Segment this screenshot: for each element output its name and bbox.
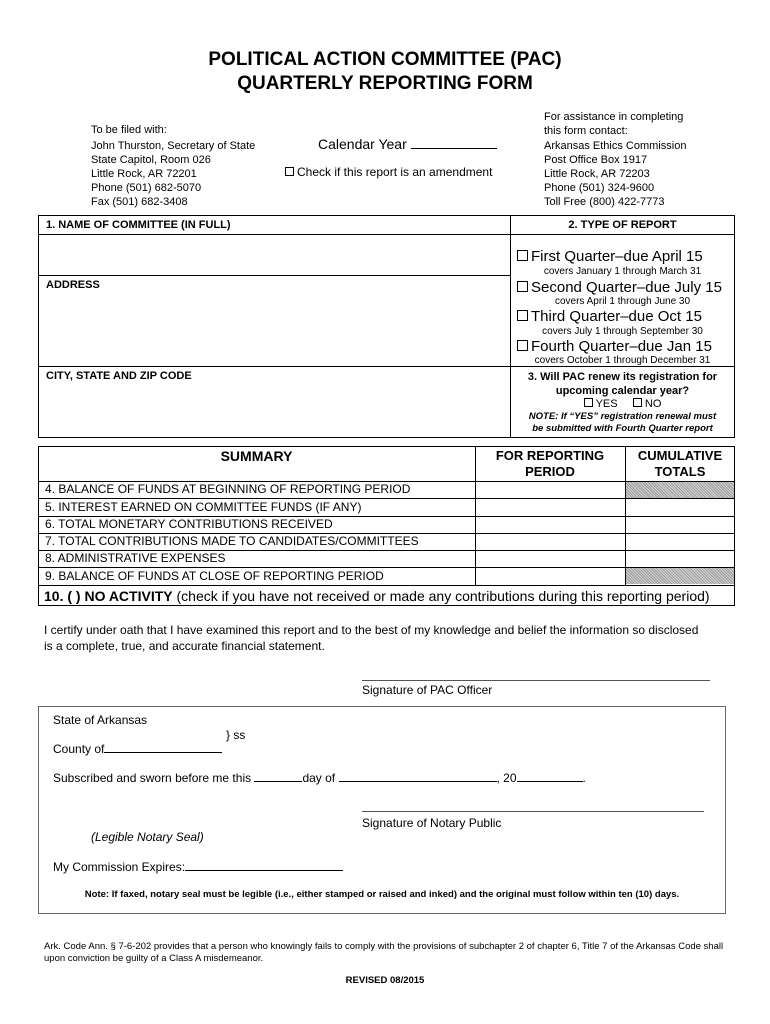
assistance-line: Toll Free (800) 422-7773 xyxy=(544,196,665,208)
summary-row: 7. TOTAL CONTRIBUTIONS MADE TO CANDIDATES/COMMITTEES xyxy=(45,534,419,548)
filed-with-line: Phone (501) 682-5070 xyxy=(91,182,202,194)
renewal-no-label: NO xyxy=(644,398,662,410)
quarter-covers: covers January 1 through March 31 xyxy=(543,266,702,277)
column-header-reporting-period xyxy=(475,448,625,480)
notary-seal-label: (Legible Notary Seal) xyxy=(91,830,204,844)
quarter-covers: covers July 1 through September 30 xyxy=(542,326,703,337)
officer-signature-label: Signature of PAC Officer xyxy=(362,683,493,697)
renewal-note-line: be submitted with Fourth Quarter report xyxy=(532,423,713,434)
quarter-title: Second Quarter–due July 15 xyxy=(531,279,722,296)
quarter-checkbox-fourth[interactable] xyxy=(517,340,528,351)
address-label: ADDRESS xyxy=(46,279,100,291)
quarter-title: Third Quarter–due Oct 15 xyxy=(531,308,702,325)
fax-note: Note: If faxed, notary seal must be legible (i.e., either stamped or raised and inked) and the original must follow within ten (10) days. xyxy=(84,889,680,900)
committee-name-label: 1. NAME OF COMMITTEE (IN FULL) xyxy=(46,219,231,231)
quarter-title: First Quarter–due April 15 xyxy=(531,248,703,265)
filed-with-line: State Capitol, Room 026 xyxy=(91,154,211,166)
notary-ss: } ss xyxy=(226,728,246,742)
quarter-option-second xyxy=(517,279,722,296)
assistance-line: Phone (501) 324-9600 xyxy=(544,182,655,194)
renewal-yes-checkbox[interactable] xyxy=(584,398,593,407)
assistance-line: Post Office Box 1917 xyxy=(544,154,648,166)
filed-with-line: Little Rock, AR 72201 xyxy=(91,168,197,180)
renewal-yes-label: YES xyxy=(595,398,618,410)
no-activity-text: (check if you have not received or made any contributions during this reporting period) xyxy=(172,588,710,604)
amendment-checkbox[interactable] xyxy=(285,167,294,176)
county-label: County of xyxy=(53,742,105,756)
assistance-intro-line: For assistance in completing xyxy=(544,111,684,123)
assistance-intro-line: this form contact: xyxy=(544,125,628,137)
day-field[interactable] xyxy=(254,770,302,782)
quarter-covers: covers April 1 through June 30 xyxy=(554,296,691,307)
calendar-year-field[interactable] xyxy=(411,136,497,149)
quarter-covers: covers October 1 through December 31 xyxy=(534,355,711,366)
form-title-line2: QUARTERLY REPORTING FORM xyxy=(237,73,533,94)
summary-row: 6. TOTAL MONETARY CONTRIBUTIONS RECEIVED xyxy=(45,517,333,531)
quarter-option-first xyxy=(517,248,703,265)
statute-note: Ark. Code Ann. § 7-6-202 provides that a person who knowingly fails to comply with the provisions of subchapter 2 of chapter 6, Title 7 of the Arkansas Code shall upon conviction be guilty of a Class A misdemeanor. xyxy=(44,941,724,964)
assistance-intro xyxy=(544,110,683,138)
notary-box xyxy=(38,706,726,914)
renewal-question-line: upcoming calendar year? xyxy=(555,385,690,397)
summary-row: 8. ADMINISTRATIVE EXPENSES xyxy=(45,551,226,565)
column-header-line: FOR REPORTING xyxy=(495,448,605,463)
summary-title: SUMMARY xyxy=(220,448,293,464)
notary-signature-line[interactable] xyxy=(362,811,704,812)
column-header-cumulative-totals xyxy=(625,448,735,480)
renewal-options xyxy=(510,397,735,411)
type-of-report-label: 2. TYPE OF REPORT xyxy=(568,219,677,231)
calendar-year-label: Calendar Year xyxy=(318,136,407,152)
year-field[interactable] xyxy=(517,770,583,782)
renewal-question-line: 3. Will PAC renew its registration for xyxy=(527,371,718,383)
amendment-label: Check if this report is an amendment xyxy=(297,165,493,179)
assistance-line: Little Rock, AR 72203 xyxy=(544,168,650,180)
column-header-line: PERIOD xyxy=(525,464,575,479)
quarter-option-fourth xyxy=(517,338,712,355)
renewal-note xyxy=(510,411,735,435)
divider xyxy=(38,585,735,586)
filed-with-line: John Thurston, Secretary of State xyxy=(91,140,256,152)
notary-county xyxy=(53,741,222,757)
quarter-checkbox-third[interactable] xyxy=(517,310,528,321)
summary-row: 9. BALANCE OF FUNDS AT CLOSE OF REPORTING PERIOD xyxy=(45,569,384,583)
quarter-title: Fourth Quarter–due Jan 15 xyxy=(531,338,712,355)
no-activity-label: 10. ( ) NO ACTIVITY xyxy=(44,588,173,604)
summary-row: 5. INTEREST EARNED ON COMMITTEE FUNDS (IF ANY) xyxy=(45,500,362,514)
no-activity-row[interactable] xyxy=(44,587,734,605)
notary-signature-label: Signature of Notary Public xyxy=(362,816,502,830)
divider xyxy=(38,275,510,276)
filed-with-label: To be filed with: xyxy=(91,124,167,136)
day-of-label: day of xyxy=(302,771,336,785)
notary-state: State of Arkansas xyxy=(53,713,148,727)
commission-label: My Commission Expires: xyxy=(53,860,186,874)
period-value-field[interactable] xyxy=(477,517,624,532)
calendar-year xyxy=(318,136,497,153)
renewal-note-line: NOTE: If “YES” registration renewal must xyxy=(528,411,717,422)
period-value-field[interactable] xyxy=(477,499,624,515)
city-state-zip-label: CITY, STATE AND ZIP CODE xyxy=(46,370,192,382)
notary-subscribed: Subscribed and sworn before me this day of , 20 . xyxy=(53,771,586,785)
year-prefix: , 20 xyxy=(496,771,517,785)
filed-with-line: Fax (501) 682-3408 xyxy=(91,196,188,208)
amendment-checkbox-row xyxy=(285,165,492,180)
column-header-line: TOTALS xyxy=(654,464,706,479)
assistance-contact xyxy=(544,139,686,209)
address-field[interactable] xyxy=(40,293,508,364)
renewal-no-checkbox[interactable] xyxy=(633,398,642,407)
subscribed-label: Subscribed and sworn before me this xyxy=(53,771,252,785)
city-state-zip-field[interactable] xyxy=(40,384,508,436)
quarter-option-third xyxy=(517,308,702,325)
commission-field[interactable] xyxy=(185,859,343,871)
assistance-line: Arkansas Ethics Commission xyxy=(544,140,687,152)
committee-name-field[interactable] xyxy=(40,236,508,274)
revised-date: REVISED 08/2015 xyxy=(345,975,425,986)
filed-with-address xyxy=(91,139,255,209)
county-field[interactable] xyxy=(104,741,222,753)
quarter-checkbox-first[interactable] xyxy=(517,250,528,261)
period-value-field[interactable] xyxy=(477,534,624,549)
period-value-field[interactable] xyxy=(477,551,624,566)
renewal-question xyxy=(510,370,735,398)
officer-signature-line[interactable] xyxy=(362,680,710,681)
summary-row: 4. BALANCE OF FUNDS AT BEGINNING OF REPORTING PERIOD xyxy=(45,482,411,496)
notary-commission xyxy=(53,859,343,875)
divider xyxy=(38,234,735,235)
certification-text: I certify under oath that I have examined this report and to the best of my knowledge and belief the information so disclosed is a complete, true, and accurate financial statement. xyxy=(44,623,699,653)
quarter-checkbox-second[interactable] xyxy=(517,281,528,292)
month-field[interactable] xyxy=(339,770,497,782)
column-header-line: CUMULATIVE xyxy=(637,448,723,463)
form-title-line1: POLITICAL ACTION COMMITTEE (PAC) xyxy=(208,49,562,70)
